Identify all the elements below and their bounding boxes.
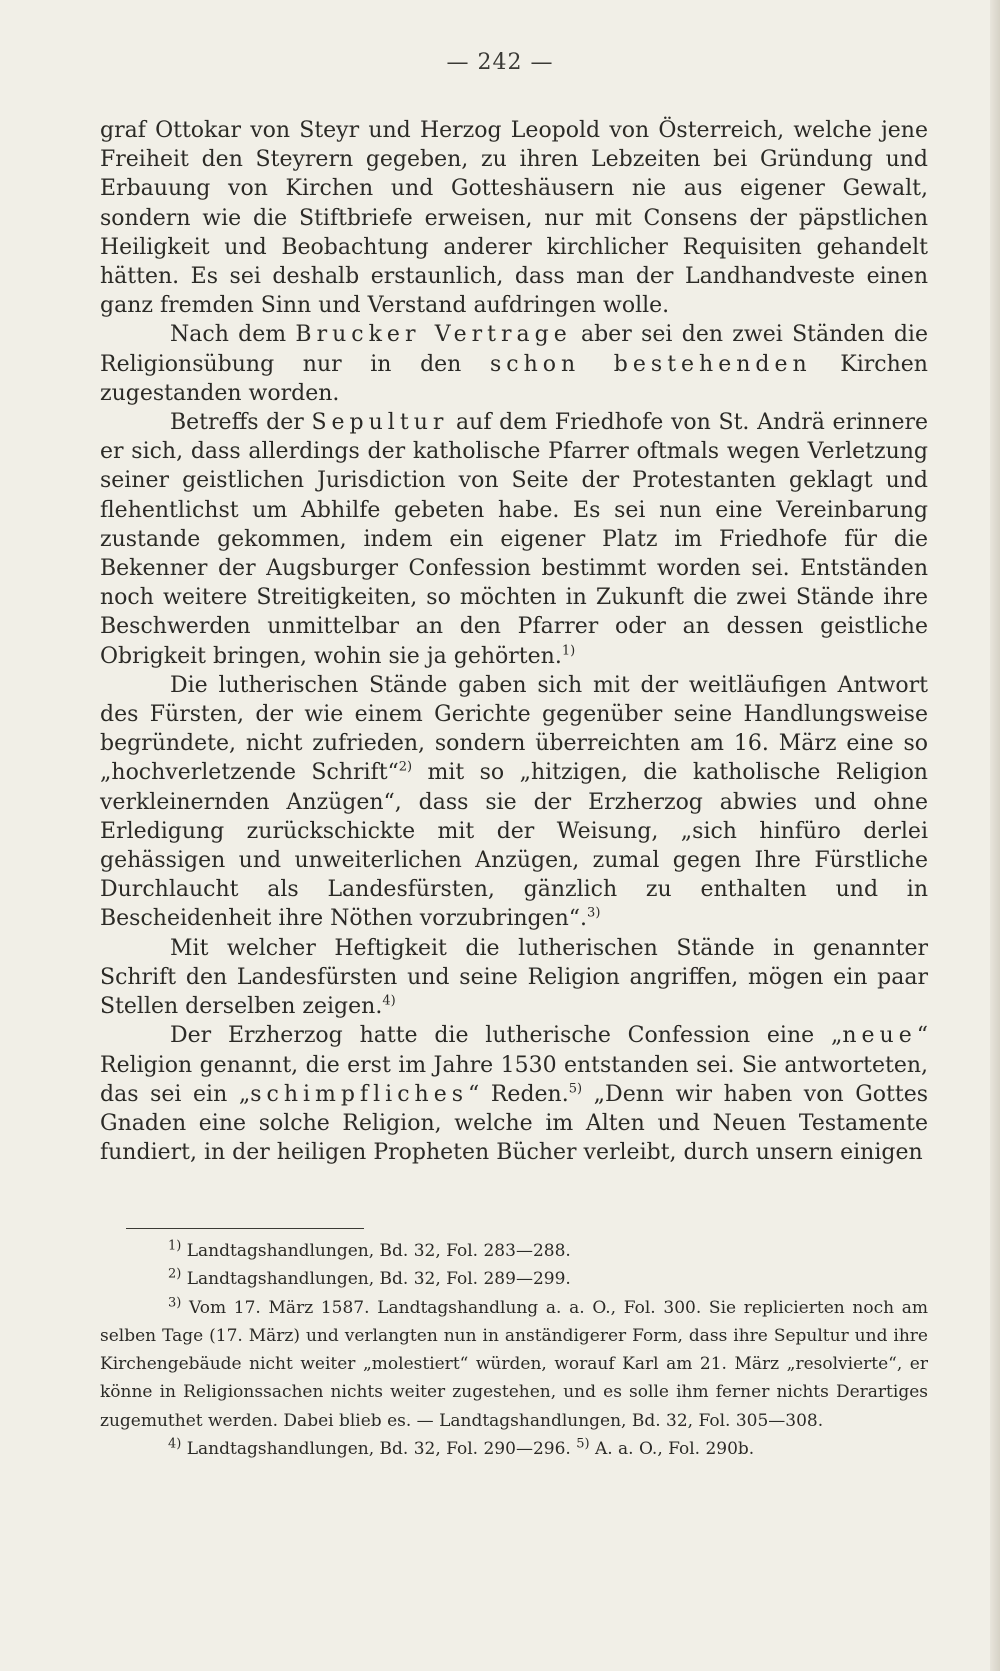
paragraph-2 [100, 320, 928, 408]
footnote-marker: 1) [168, 1238, 182, 1254]
footnote-marker: 5) [576, 1436, 590, 1452]
footnote-marker: 5) [568, 1081, 583, 1097]
text-run: Vom 17. März 1587. Landtagshandlung a. a. O., Fol. 300. Sie replicierten noch am selben Tage (17. März) und verlangten nun in anständigerer Form, dass ihre Sepultur und ihre Kirchengebäude nicht weiter „molestiert“ würden, worauf Karl am 21. März „resolvierte“, er könne in Religionssachen nichts weiter zugestehen, und es solle ihm ferner nichts Derartiges zugemuthet werden. Dabei blieb es. — Landtagshandlungen, Bd. 32, Fol. 305—308. [100, 1297, 928, 1431]
text-run: Betreffs der [170, 410, 312, 436]
text-run: Landtagshandlungen, Bd. 32, Fol. 290—296. [181, 1439, 577, 1460]
emphasized-text: neue [842, 1023, 917, 1049]
text-run: auf dem Friedhofe von St. Andrä erinnere er sich, dass allerdings der katholische Pfarrer oftmals wegen Verletzung seiner geistlichen Jurisdiction von Seite der Protestanten geklagt und flehentlichst um Abhilfe gebeten habe. Es sei nun eine Vereinbarung zustande gekommen, indem ein eigener Platz im Friedhofe für die Bekenner der Augsburger Confession bestimmt worden sei. Entständen noch weitere Streitigkeiten, so möchten in Zukunft die zwei Stände ihre Beschwerden unmittelbar an den Pfarrer oder an dessen geistliche Obrigkeit bringen, wohin sie ja gehörten. [100, 410, 929, 669]
footnote-1 [100, 1237, 928, 1265]
emphasized-text: Sepultur [311, 410, 449, 436]
footnote-marker: 2) [398, 760, 413, 776]
emphasized-text: Brucker Vertrage [295, 322, 572, 348]
footnote-3 [100, 1294, 928, 1435]
text-run: aber sei den zwei Ständen die Religionsübung nur in den [100, 322, 928, 377]
text-run: „Denn wir haben von Gottes Gnaden eine solche Religion, welche im Alten und Neuen Testamente fundiert, in der heiligen Propheten Bücher verleibt, durch unsern einigen [100, 1081, 929, 1166]
paragraph-4 [100, 671, 928, 934]
page-number: — 242 — [446, 50, 554, 75]
footnote-marker: 3) [587, 906, 601, 922]
text-run: Nach dem [170, 322, 296, 348]
text-run: graf Ottokar von Steyr und Herzog Leopold von Österreich, welche jene Freiheit den Steyrern gegeben, zu ihren Lebzeiten bei Gründung und Erbauung von Kirchen und Gotteshäusern nie aus eigener Gewalt, sondern wie die Stiftbriefe erweisen, nur mit Consens der päpstlichen Heiligkeit und Beobachtung anderer kirchlicher Requisiten gehandelt hätten. Es sei deshalb erstaunlich, dass man der Landhandveste einen ganz fremden Sinn und Verstand aufdringen wolle. [100, 118, 928, 319]
paragraph-5 [100, 934, 928, 1022]
footnotes [100, 1237, 928, 1463]
text-run: “ Reden. [468, 1081, 569, 1107]
footnote-2 [100, 1265, 928, 1293]
footnote-marker: 2) [168, 1266, 182, 1282]
footnote-marker: 3) [168, 1294, 182, 1310]
footnote-marker: 4) [168, 1436, 182, 1452]
emphasized-text: schon bestehenden [489, 351, 812, 377]
footnote-divider [126, 1228, 364, 1229]
footnote-marker: 1) [561, 643, 576, 659]
text-run: Landtagshandlungen, Bd. 32, Fol. 289—299. [181, 1269, 571, 1290]
body-text [100, 116, 928, 1167]
text-run: Der Erzherzog hatte die lutherische Confession eine „ [170, 1023, 843, 1049]
paragraph-3 [100, 408, 928, 671]
text-run: Kirchen zugestanden worden. [100, 351, 928, 406]
footnote-4 [100, 1435, 928, 1463]
text-run: Mit welcher Heftigkeit die lutherischen Stände in genannter Schrift den Landesfürsten und seine Religion angriffen, mögen ein paar Stellen derselben zeigen. [100, 935, 928, 1020]
text-run: Landtagshandlungen, Bd. 32, Fol. 283—288. [181, 1241, 571, 1261]
paragraph-1 [100, 116, 928, 320]
text-run: “ Religion genannt, die erst im Jahre 1530 entstanden sei. Sie antworteten, das sei ein „ [100, 1023, 928, 1107]
text-run: A. a. O., Fol. 290b. [589, 1439, 755, 1460]
text-run: mit so „hitzigen, die katholische Religion verkleinernden Anzügen“, dass sie der Erzherzog abwies und ohne Erledigung zurückschickte mit der Weisung, „sich hinfüro derlei gehässigen und unweiterlichen Anzügen, zumal gegen Ihre Fürstliche Durchlaucht als Landesfürsten, gänzlich zu enthalten und in Bescheidenheit ihre Nöthen vorzubringen“. [100, 760, 928, 932]
text-run: Die lutherischen Stände gaben sich mit der weitläufigen Antwort des Fürsten, der wie einem Gerichte gegenüber seine Handlungsweise begründete, nicht zufrieden, sondern überreichten am 16. März eine so „hochverletzende Schrift“ [100, 672, 928, 786]
emphasized-text: schimpfliches [250, 1081, 469, 1107]
footnote-marker: 4) [382, 993, 396, 1009]
paragraph-6 [100, 1021, 928, 1167]
